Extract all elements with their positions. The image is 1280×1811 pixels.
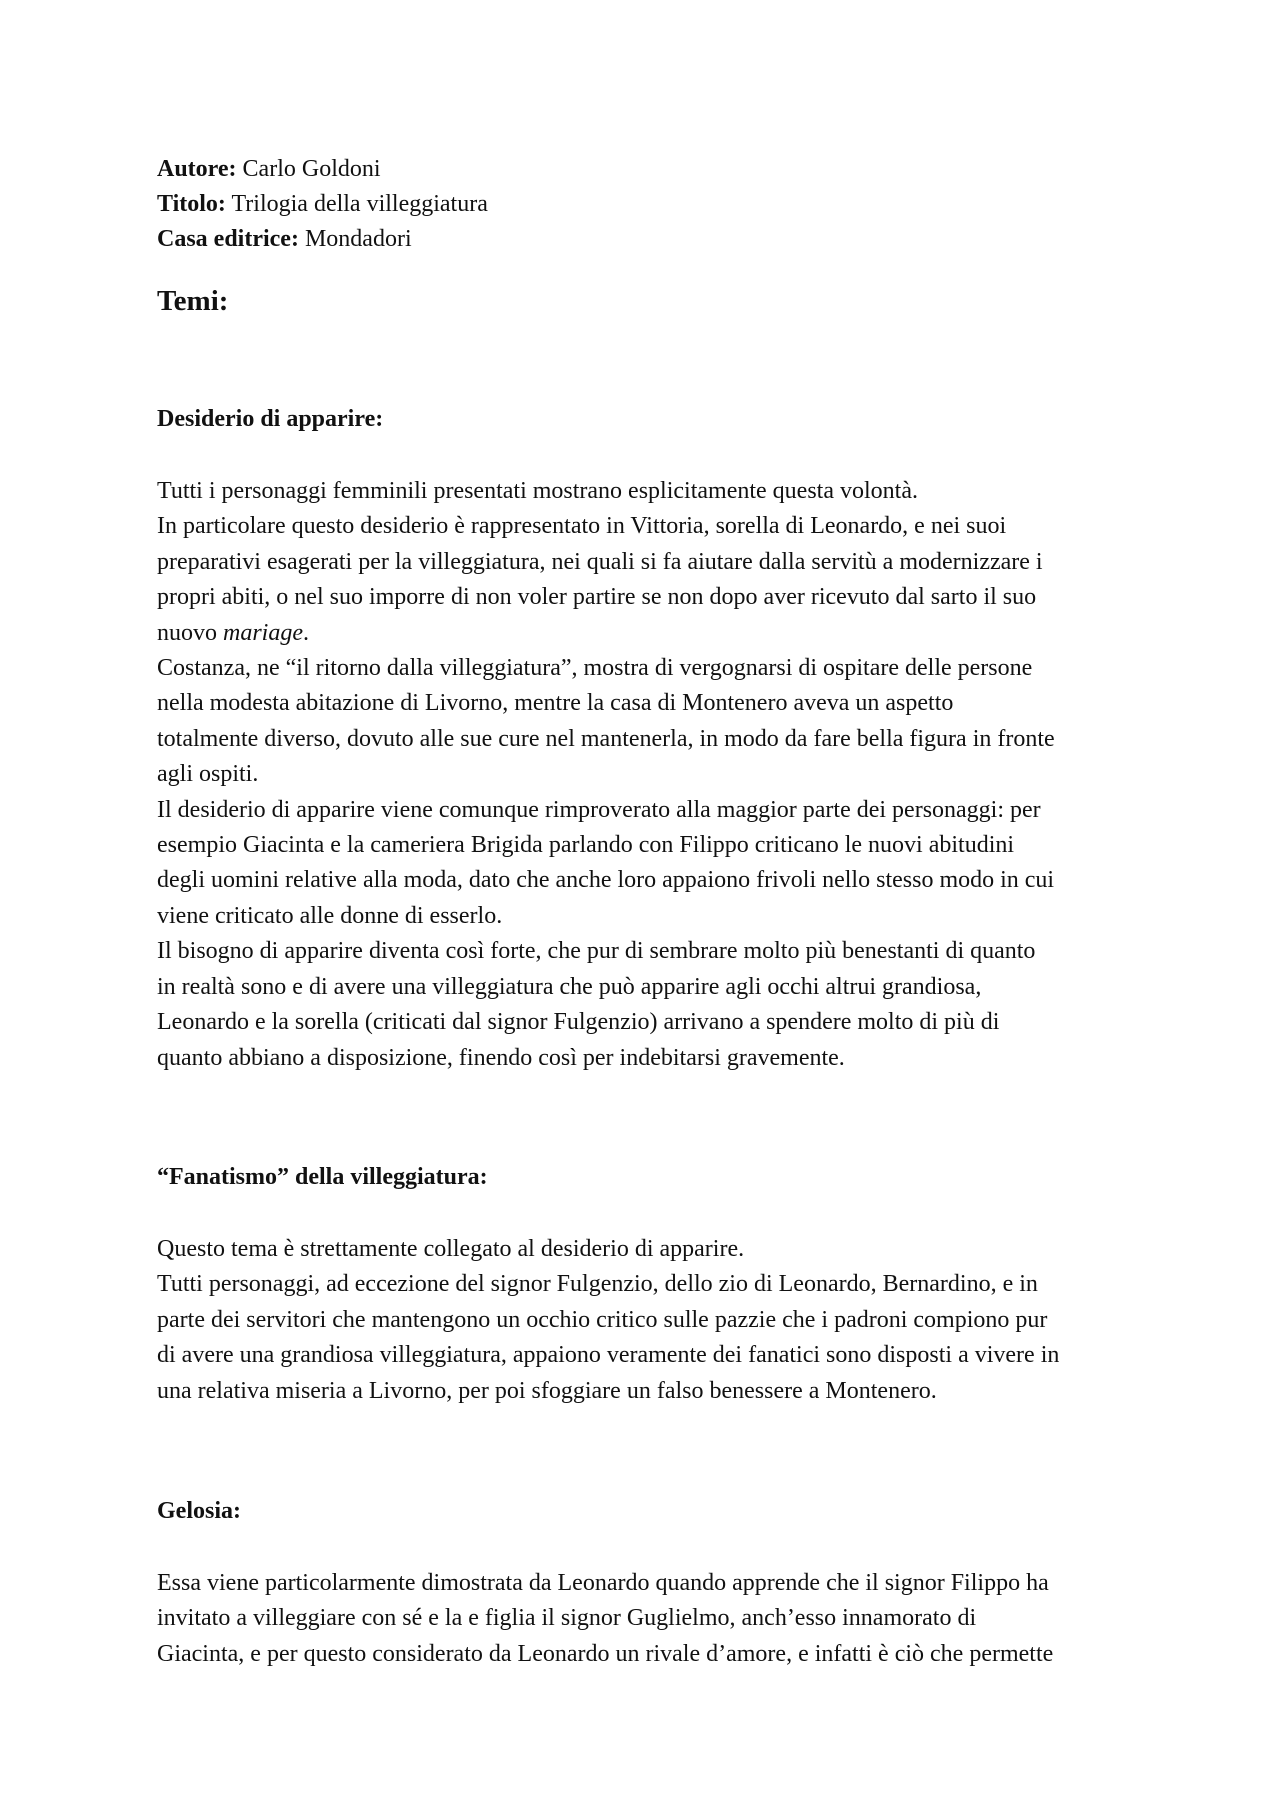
author-line [157,152,1137,187]
paragraph-line: parte dei servitori che mantengono un occhio critico sulle pazzie che i padroni compiono pur [157,1306,1048,1333]
text-run: . [303,619,309,646]
paragraph-line: viene criticato alle donne di esserlo. [157,902,503,929]
section-body-gelosia [157,1566,1137,1672]
paragraph-line: Tutti i personaggi femminili presentati mostrano esplicitamente questa volontà. [157,478,918,504]
italic-word: mariage [223,619,303,646]
publisher-label: Casa editrice: [157,226,299,252]
paragraph-line: In particolare questo desiderio è rappresentato in Vittoria, sorella di Leonardo, e nei suoi [157,513,1007,540]
paragraph-line: quanto abbiano a disposizione, finendo così per indebitarsi gravemente. [157,1044,845,1071]
paragraph-line: Costanza, ne “il ritorno dalla villeggiatura”, mostra di vergognarsi di ospitare delle persone [157,655,1033,682]
section-body-desiderio [157,474,1137,1076]
title-label: Titolo: [157,191,226,217]
text-run: nuovo [157,619,223,646]
paragraph-line: agli ospiti. [157,761,259,788]
temi-heading: Temi: [157,285,229,317]
paragraph-line: preparativi esagerati per la villeggiatura, nei quali si fa aiutare dalla servitù a modernizzare i [157,548,1043,575]
paragraph-line: Tutti personaggi, ad eccezione del signor Fulgenzio, dello zio di Leonardo, Bernardino, e in [157,1271,1038,1298]
publisher-value: Mondadori [298,226,412,252]
paragraph-line: esempio Giacinta e la cameriera Brigida parlando con Filippo criticano le nuovi abitudini [157,832,1015,859]
paragraph-line [157,616,1137,651]
paragraph-line: Questo tema è strettamente collegato al desiderio di apparire. [157,1235,745,1262]
document-page [157,152,1137,1672]
paragraph-line: propri abiti, o nel suo imporre di non voler partire se non dopo aver ricevuto dal sarto il suo [157,584,1037,611]
section-title-fanatismo: “Fanatismo” della villeggiatura: [157,1163,488,1190]
title-value: Trilogia della villeggiatura [225,191,488,217]
paragraph-line: degli uomini relative alla moda, dato che anche loro appaiono frivoli nello stesso modo in cui [157,867,1055,894]
title-line [157,187,1137,222]
paragraph-line: Il bisogno di apparire diventa così forte, che pur di sembrare molto più benestanti di quanto [157,938,1036,965]
author-value: Carlo Goldoni [236,156,381,182]
author-label: Autore: [157,156,237,182]
paragraph-line: una relativa miseria a Livorno, per poi sfoggiare un falso benessere a Montenero. [157,1377,937,1404]
paragraph-line: Essa viene particolarmente dimostrata da Leonardo quando apprende che il signor Filippo ha [157,1569,1049,1596]
paragraph-line: di avere una grandiosa villeggiatura, appaiono veramente dei fanatici sono disposti a vivere in [157,1342,1060,1369]
section-title-gelosia: Gelosia: [157,1497,241,1524]
paragraph-line: Il desiderio di apparire viene comunque rimproverato alla maggior parte dei personaggi: per [157,796,1041,823]
section-title-desiderio: Desiderio di apparire: [157,406,384,432]
section-body-fanatismo [157,1232,1137,1409]
paragraph-line: totalmente diverso, dovuto alle sue cure nel mantenerla, in modo da fare bella figura in fronte [157,725,1055,752]
paragraph-line: Giacinta, e per questo considerato da Leonardo un rivale d’amore, e infatti è ciò che permette [157,1640,1054,1667]
publisher-line [157,222,1137,257]
paragraph-line: in realtà sono e di avere una villeggiatura che può apparire agli occhi altrui grandiosa, [157,973,982,1000]
paragraph-line: invitato a villeggiare con sé e la e figlia il signor Guglielmo, anch’esso innamorato di [157,1605,977,1632]
paragraph-line: nella modesta abitazione di Livorno, mentre la casa di Montenero aveva un aspetto [157,690,954,717]
paragraph-line: Leonardo e la sorella (criticati dal signor Fulgenzio) arrivano a spendere molto di più di [157,1009,1000,1036]
